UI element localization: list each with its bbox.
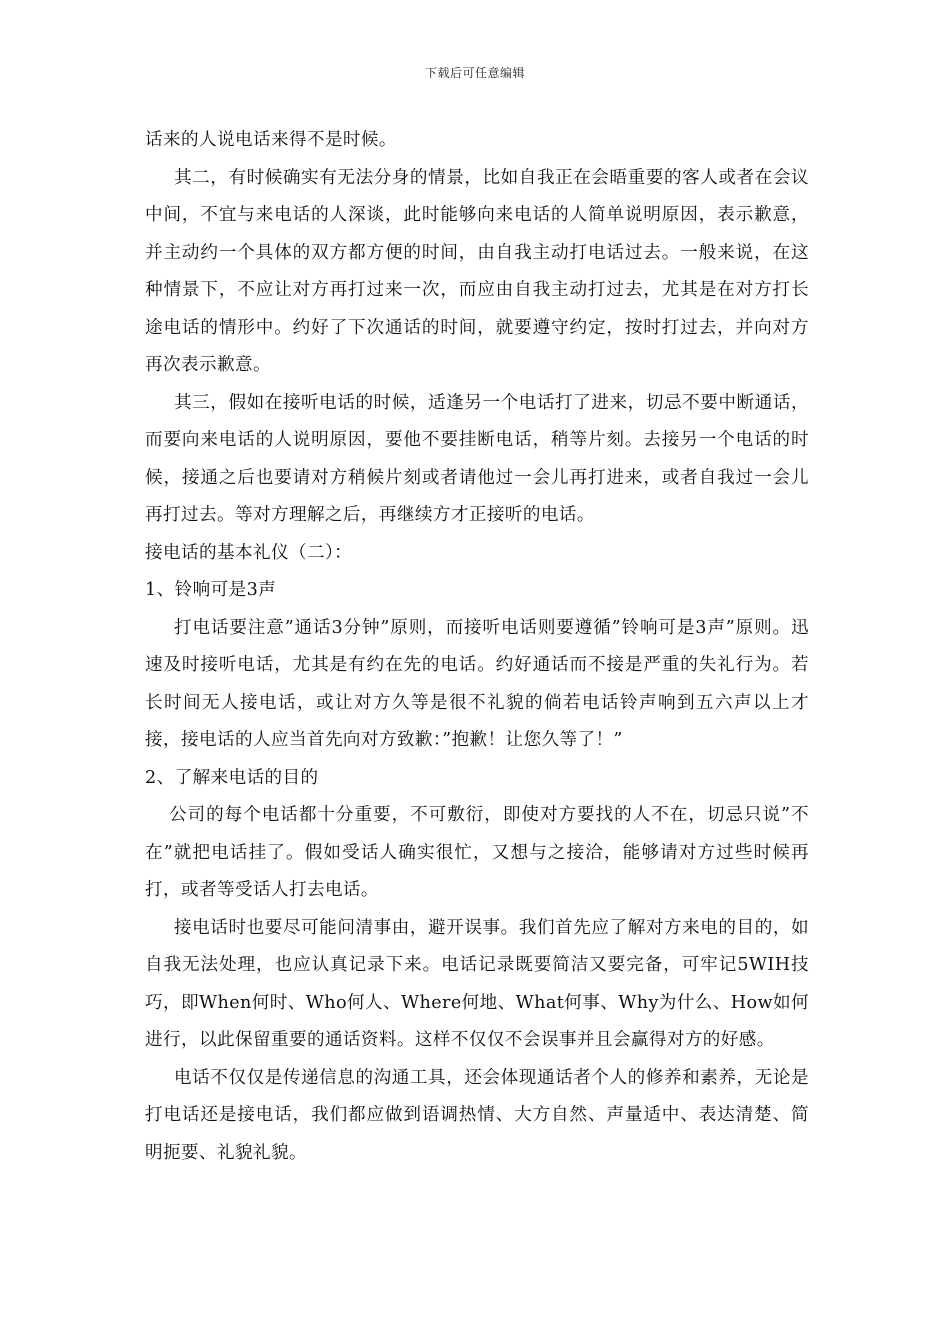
paragraph-point-two: 其二，有时候确实有无法分身的情景，比如自我正在会晤重要的客人或者在会议中间，不宜与来电话的人深谈，此时能够向来电话的人简单说明原因，表示歉意，并主动约一个具体的双方都方便的时间，由自我主动打电话过去。一般来说，在这种情景下，不应让对方再打过来一次，而应由自我主动打过去，尤其是在对方打长途电话的情形中。约好了下次通话的时间，就要遵守约定，按时打过去，并向对方再次表示歉意。 <box>145 167 809 375</box>
paragraph-company-calls: 公司的每个电话都十分重要，不可敷衍，即使对方要找的人不在，切忌只说”不在”就把电话挂了。假如受话人确实很忙，又想与之接洽，能够请对方过些时候再打，或者等受话人打去电话。 <box>145 805 809 900</box>
paragraph-continuation: 话来的人说电话来得不是时候。 <box>145 130 397 150</box>
subheading-ring-rule: 1、铃响可是3声 <box>145 580 277 600</box>
paragraph-record-calls: 接电话时也要尽可能问清事由，避开误事。我们首先应了解对方来电的目的，如自我无法处理，也应认真记录下来。电话记录既要简洁又要完备，可牢记5WIH技巧，即When何时、Who何人、Where何地、What何事、Why为什么、How如何进行，以此保留重要的通话资料。这样不仅仅不会误事并且会赢得对方的好感。 <box>145 917 809 1050</box>
paragraph-ring-rule: 打电话要注意”通话3分钟”原则，而接听电话则要遵循”铃响可是3声”原则。迅速及时接听电话，尤其是有约在先的电话。约好通话而不接是严重的失礼行为。若长时间无人接电话，或让对方久等是很不礼貌的倘若电话铃声响到五六声以上才接，接电话的人应当首先向对方致歉：”抱歉！让您久等了！” <box>145 617 809 750</box>
page-header: 下载后可任意编辑 <box>424 66 525 80</box>
paragraph-point-three: 其三，假如在接听电话的时候，适逢另一个电话打了进来，切忌不要中断通话，而要向来电话的人说明原因，要他不要挂断电话，稍等片刻。去接另一个电话的时候，接通之后也要请对方稍候片刻或者请他过一会儿再打进来，或者自我过一会儿再打过去。等对方理解之后，再继续方才正接听的电话。 <box>145 392 809 525</box>
subheading-call-purpose: 2、了解来电话的目的 <box>145 767 319 788</box>
document-body <box>145 122 809 1172</box>
section-heading: 接电话的基本礼仪（二）： <box>145 542 353 563</box>
paragraph-conclusion: 电话不仅仅是传递信息的沟通工具，还会体现通话者个人的修养和素养，无论是打电话还是接电话，我们都应做到语调热情、大方自然、声量适中、表达清楚、简明扼要、礼貌礼貌。 <box>145 1067 809 1163</box>
